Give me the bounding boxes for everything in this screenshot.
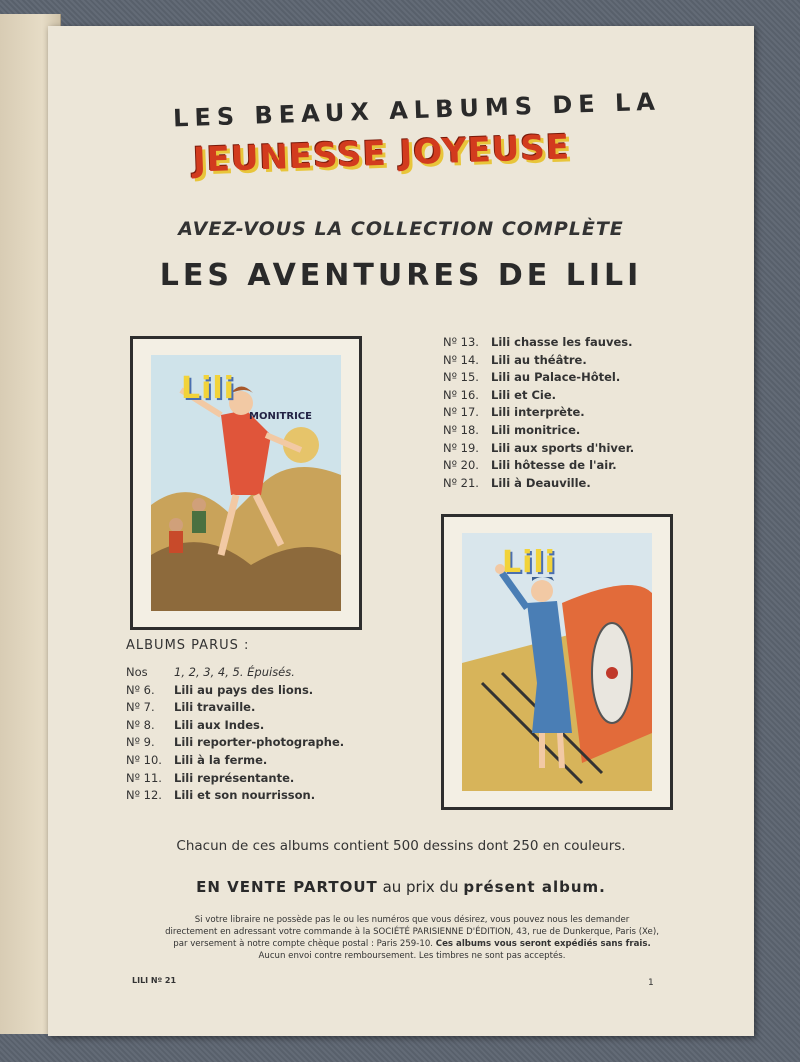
header-line-1: LES BEAUX ALBUMS DE LA (172, 87, 662, 133)
cover-illustration-art (151, 355, 341, 611)
album-title: Lili travaille. (174, 700, 256, 715)
issue-mark: LILI Nº 21 (132, 976, 177, 985)
album-title: Lili aux Indes. (174, 717, 265, 732)
fine-line-4: Aucun envoi contre remboursement. Les timbres ne sont pas acceptés. (258, 951, 566, 961)
list-item (443, 404, 634, 422)
album-number: Nº 17. (443, 405, 479, 420)
list-item (443, 352, 634, 370)
album-title: Lili hôtesse de l'air. (491, 458, 617, 473)
album-title: Lili monitrice. (491, 422, 581, 437)
album-title: 1, 2, 3, 4, 5. Épuisés. (174, 665, 295, 679)
magazine-page (48, 26, 754, 1036)
album-number: Nº 16. (443, 387, 479, 402)
list-item (126, 699, 344, 717)
albums-parus-label: ALBUMS PARUS : (126, 638, 250, 653)
list-item (126, 682, 344, 700)
album-contents-note: Chacun de ces albums contient 500 dessins dont 250 en couleurs. (176, 838, 626, 854)
cover-illustration-art (462, 533, 652, 791)
cover-logo: Lili (502, 545, 556, 580)
album-number: Nº 6. (126, 682, 155, 697)
album-title: Lili et Cie. (491, 387, 557, 402)
album-number: Nº 12. (126, 788, 162, 803)
album-number: Nº 18. (443, 422, 479, 437)
album-number: Nº 21. (443, 475, 479, 490)
list-item (443, 457, 634, 475)
album-cover-monitrice (130, 336, 362, 630)
album-title: Lili à Deauville. (491, 475, 591, 490)
list-item (126, 752, 344, 770)
list-item (126, 717, 344, 735)
cover-illustration (462, 533, 652, 791)
ordering-instructions (118, 914, 706, 962)
album-number: Nº 14. (443, 352, 479, 367)
list-item (126, 664, 344, 682)
fine-line-3b: Ces albums vous seront expédiés sans frais. (435, 939, 651, 949)
album-number: Nº 10. (126, 752, 162, 767)
album-title: Lili au Palace-Hôtel. (491, 370, 621, 385)
album-title: Lili au pays des lions. (174, 682, 314, 697)
album-title: Lili représentante. (174, 770, 295, 785)
list-item (126, 734, 344, 752)
header-brand-title: JEUNESSE JOYEUSE (192, 127, 571, 181)
album-title: Lili et son nourrisson. (174, 788, 316, 803)
album-title: Lili aux sports d'hiver. (491, 440, 635, 455)
fine-line-2: directement en adressant votre commande à la SOCIÉTÉ PARISIENNE D'ÉDITION, 43, rue de Dunkerque, Paris (Xe), (165, 927, 659, 937)
album-title: Lili chasse les fauves. (491, 335, 633, 349)
album-number: Nº 7. (126, 700, 155, 715)
album-number: Nº 20. (443, 458, 479, 473)
cover-subtitle: MONITRICE (249, 411, 312, 422)
album-list-right (443, 334, 634, 492)
album-cover-hotesse (441, 514, 673, 810)
album-number: Nº 19. (443, 440, 479, 455)
list-item (443, 334, 634, 352)
fine-line-3 (118, 938, 706, 950)
album-number: Nº 15. (443, 370, 479, 385)
main-title: LES AVENTURES DE LILI (159, 258, 643, 293)
sale-notice-end: présent album. (463, 878, 606, 896)
list-item (126, 787, 344, 805)
album-number: Nos (126, 665, 148, 679)
album-number: Nº 13. (443, 335, 479, 349)
sale-notice (48, 878, 754, 896)
album-title: Lili interprète. (491, 405, 585, 420)
album-number: Nº 8. (126, 717, 155, 732)
sale-notice-mid: au prix du (377, 878, 464, 896)
cover-logo: Lili (181, 371, 235, 406)
album-number: Nº 9. (126, 735, 155, 750)
subtitle: AVEZ-VOUS LA COLLECTION COMPLÈTE (178, 218, 624, 240)
list-item (126, 770, 344, 788)
list-item (443, 440, 634, 458)
album-number: Nº 11. (126, 770, 162, 785)
album-title: Lili reporter-photographe. (174, 735, 345, 750)
sale-notice-bold: EN VENTE PARTOUT (196, 878, 378, 896)
list-item (443, 387, 634, 405)
page-number: 1 (648, 978, 654, 988)
list-item (443, 369, 634, 387)
album-list-left (126, 664, 344, 805)
fine-line-1: Si votre libraire ne possède pas le ou les numéros que vous désirez, vous pouvez nous les demander (194, 915, 630, 925)
list-item (443, 422, 634, 440)
list-item (443, 475, 634, 493)
fine-line-3a: par versement à notre compte chèque postal : Paris 259-10. (173, 939, 436, 949)
album-title: Lili au théâtre. (491, 352, 587, 367)
cover-illustration (151, 355, 341, 611)
album-title: Lili à la ferme. (174, 752, 268, 767)
